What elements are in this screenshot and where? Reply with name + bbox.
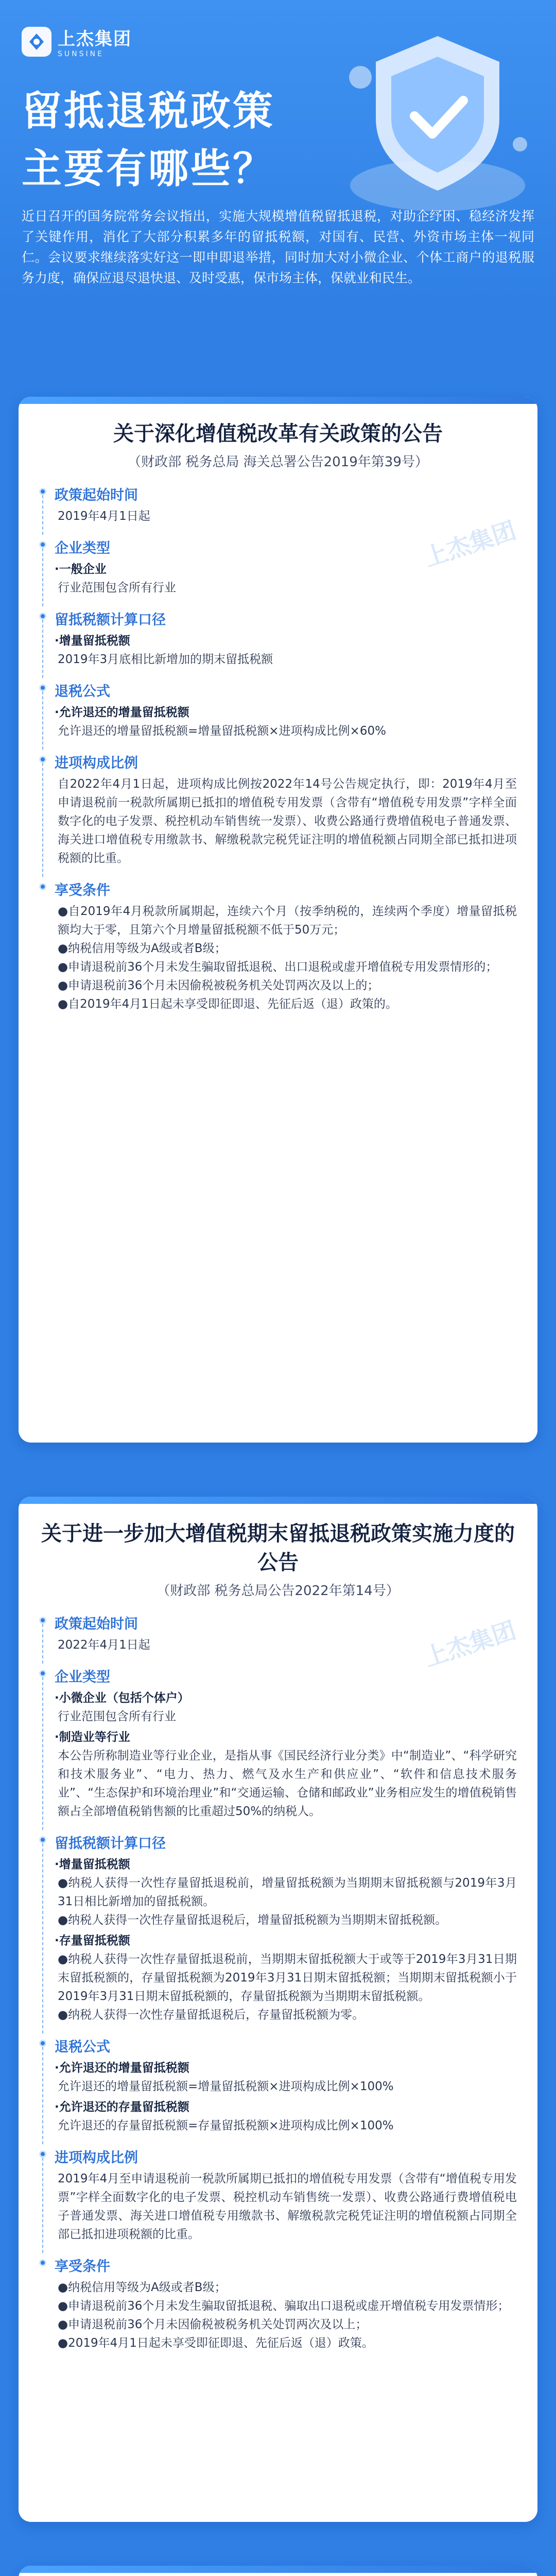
section-heading: 进项构成比例 <box>55 2150 138 2166</box>
timeline-dot-icon <box>39 1836 46 1843</box>
section-subheading: ·存量留抵税额 <box>55 1934 130 1947</box>
section-subheading: ·增量留抵税额 <box>55 634 130 648</box>
section-line: 本公告所称制造业等行业企业，是指从事《国民经济行业分类》中“制造业”、“科学研究和技术服务业”、“电力、热力、燃气及水生产和供应业”、“软件和信息技术服务业”、“生态保护和环境治理业”和“交通运输、仓储和邮政业”业务相应发生的增值税销售额占全部增值税销售额的比重超过50%的纳税人。 <box>58 1749 517 1818</box>
section-line: ●自2019年4月税款所属期起，连续六个月（按季纳税的，连续两个季度）增量留抵税额均大于零，且第六个月增量留抵税额不低于50万元； <box>58 905 517 937</box>
section-line: ●纳税人获得一次性存量留抵退税后，存量留抵税额为零。 <box>58 2008 364 2022</box>
timeline-dot-icon <box>39 2259 46 2266</box>
section-heading: 享受条件 <box>55 883 110 899</box>
card-subtitle: （财政部 税务总局公告2022年第14号） <box>157 1583 399 1599</box>
policy-section <box>39 1613 517 1654</box>
section-subheading: ·制造业等行业 <box>55 1731 130 1744</box>
section-line: 行业范围包含所有行业 <box>58 581 176 595</box>
section-line: ●申请退税前36个月未发生骗取留抵退税、骗取出口退税或虚开增值税专用发票情形； <box>58 2299 510 2313</box>
section-subheading: ·小微企业（包括个体户） <box>55 1691 189 1705</box>
policy-card-3 <box>19 2566 537 2576</box>
shield-illustration-icon <box>304 15 541 232</box>
section-heading: 享受条件 <box>55 2259 110 2275</box>
section-heading: 企业类型 <box>55 1669 110 1685</box>
section-line: 允许退还的增量留抵税额=增量留抵税额×进项构成比例×60% <box>58 724 386 738</box>
timeline-dot-icon <box>39 1670 46 1677</box>
section-line: 自2022年4月1日起，进项构成比例按2022年14号公告规定执行，即：2019年4月至申请退税前一税款所属期已抵扣的增值税专用发票（含带有“增值税专用发票”字样全面数字化的电子发票、税控机动车销售统一发票）、收费公路通行费增值税电子普通发票、海关进口增值税专用缴款书、解缴税款完税凭证注明的增值税额占同期全部已抵扣进项税额的比重。 <box>58 777 517 865</box>
brand-name-en: SUNSINE <box>58 50 104 58</box>
section-line: ●申请退税前36个月未因偷税被税务机关处罚两次及以上； <box>58 2318 368 2331</box>
section-line: ●纳税信用等级为A级或者B级； <box>58 942 227 955</box>
section-body <box>55 1689 517 1821</box>
section-subheading: ·允许退还的增量留抵税额 <box>55 706 189 719</box>
section-line: ●2019年4月1日起未享受即征即退、先征后返（退）政策。 <box>58 2336 374 2350</box>
section-line: 2019年4月至申请退税前一税款所属期已抵扣的增值税专用发票（含带有“增值税专用发票”字样全面数字化的电子发票、税控机动车销售统一发票）、收费公路通行费增值税电子普通发票、海关进口增值税专用缴款书、解缴税款完税凭证注明的增值税额占同期全部已抵扣进项税额的比重。 <box>58 2172 517 2241</box>
timeline-dot-icon <box>39 2150 46 2158</box>
section-line: ●申请退税前36个月未发生骗取留抵退税、出口退税或虚开增值税专用发票情形的； <box>58 960 498 974</box>
section-heading: 政策起始时间 <box>55 1616 138 1632</box>
brand-logo <box>22 25 132 58</box>
section-body <box>55 2278 517 2352</box>
section-heading: 企业类型 <box>55 540 110 556</box>
policy-section <box>39 484 517 526</box>
policy-section <box>39 680 517 740</box>
section-heading: 退税公式 <box>55 2039 110 2055</box>
brand-name-cn: 上杰集团 <box>58 29 132 49</box>
timeline-dot-icon <box>39 684 46 691</box>
section-body <box>55 2170 517 2244</box>
card-title: 关于深化增值税改革有关政策的公告 <box>113 422 443 446</box>
timeline-dot-icon <box>39 883 46 890</box>
section-line: 允许退还的增量留抵税额=增量留抵税额×进项构成比例×100% <box>58 2080 394 2093</box>
policy-section <box>39 1666 517 1821</box>
page-title: 留抵退税政策 主要有哪些？ <box>22 88 275 192</box>
policy-card-2 <box>19 1497 537 2522</box>
policy-card-1 <box>19 397 537 1443</box>
section-body <box>55 632 517 669</box>
section-body <box>55 902 517 1013</box>
section-line: ●纳税人获得一次性存量留抵退税后，增量留抵税额为当期期末留抵税额。 <box>58 1913 447 1927</box>
section-body <box>55 507 517 526</box>
section-body <box>55 775 517 868</box>
timeline-dot-icon <box>39 541 46 548</box>
section-body <box>55 1636 517 1654</box>
policy-section <box>39 2255 517 2352</box>
section-line: 2019年4月1日起 <box>58 510 150 523</box>
policy-section <box>39 752 517 868</box>
timeline-dot-icon <box>39 2040 46 2047</box>
section-line: ●纳税人获得一次性存量留抵退税前，增量留抵税额为当期期末留抵税额与2019年3月31日相比新增加的留抵税额。 <box>58 1876 517 1908</box>
section-body <box>55 2059 517 2135</box>
section-subheading: ·增量留抵税额 <box>55 1858 130 1871</box>
section-body <box>55 703 517 740</box>
section-subheading: ·一般企业 <box>55 563 107 576</box>
timeline-dot-icon <box>39 756 46 763</box>
policy-section <box>39 537 517 597</box>
card-watermark: 上杰集团 <box>421 1616 519 1672</box>
section-heading: 进项构成比例 <box>55 755 138 771</box>
timeline-dot-icon <box>39 1617 46 1624</box>
section-body <box>55 560 517 597</box>
section-line: 行业范围包含所有行业 <box>58 1710 176 1723</box>
section-line: ●纳税信用等级为A级或者B级； <box>58 2281 227 2294</box>
section-heading: 留抵税额计算口径 <box>55 1836 166 1852</box>
brand-mark-icon <box>22 27 51 57</box>
card-title: 关于进一步加大增值税期末留抵退税政策实施力度的公告 <box>41 1522 515 1574</box>
section-subheading: ·允许退还的增量留抵税额 <box>55 2061 189 2075</box>
card-watermark: 上杰集团 <box>421 516 519 572</box>
card-subtitle: （财政部 税务总局 海关总署公告2019年第39号） <box>128 454 428 470</box>
policy-section <box>39 1832 517 2024</box>
policy-section <box>39 2036 517 2135</box>
section-body <box>55 1855 517 2024</box>
section-line: 2022年4月1日起 <box>58 1638 150 1652</box>
intro-paragraph: 近日召开的国务院常务会议指出，实施大规模增值税留抵退税，对助企纾困、稳经济发挥了关键作用，消化了大部分积累多年的留抵税额，对国有、民营、外资市场主体一视同仁。会议要求继续落实好这一即申即退举措，同时加大对小微企业、个体工商户的退税服务力度，确保应退尽退快退、及时受惠，保市场主体，保就业和民生。 <box>22 209 534 285</box>
section-line: ●自2019年4月1日起未享受即征即退、先征后返（退）政策的。 <box>58 997 397 1011</box>
timeline-dot-icon <box>39 613 46 620</box>
policy-section <box>39 879 517 1013</box>
section-line: 2019年3月底相比新增加的期末留抵税额 <box>58 653 273 666</box>
section-line: ●纳税人获得一次性存量留抵退税前，当期期末留抵税额大于或等于2019年3月31日期末留抵税额的，存量留抵税额为2019年3月31日期末留抵税额；当期期末留抵税额小于2019年3月31日期末留抵税额的，存量留抵税额为当期期末留抵税额。 <box>58 1953 517 2003</box>
section-line: 允许退还的存量留抵税额=存量留抵税额×进项构成比例×100% <box>58 2119 394 2132</box>
section-heading: 留抵税额计算口径 <box>55 612 166 628</box>
timeline-dot-icon <box>39 488 46 495</box>
section-heading: 政策起始时间 <box>55 487 138 503</box>
section-subheading: ·允许退还的存量留抵税额 <box>55 2100 189 2114</box>
section-heading: 退税公式 <box>55 684 110 700</box>
section-line: ●申请退税前36个月未因偷税被税务机关处罚两次及以上的； <box>58 979 379 992</box>
policy-section <box>39 608 517 669</box>
policy-section <box>39 2146 517 2244</box>
